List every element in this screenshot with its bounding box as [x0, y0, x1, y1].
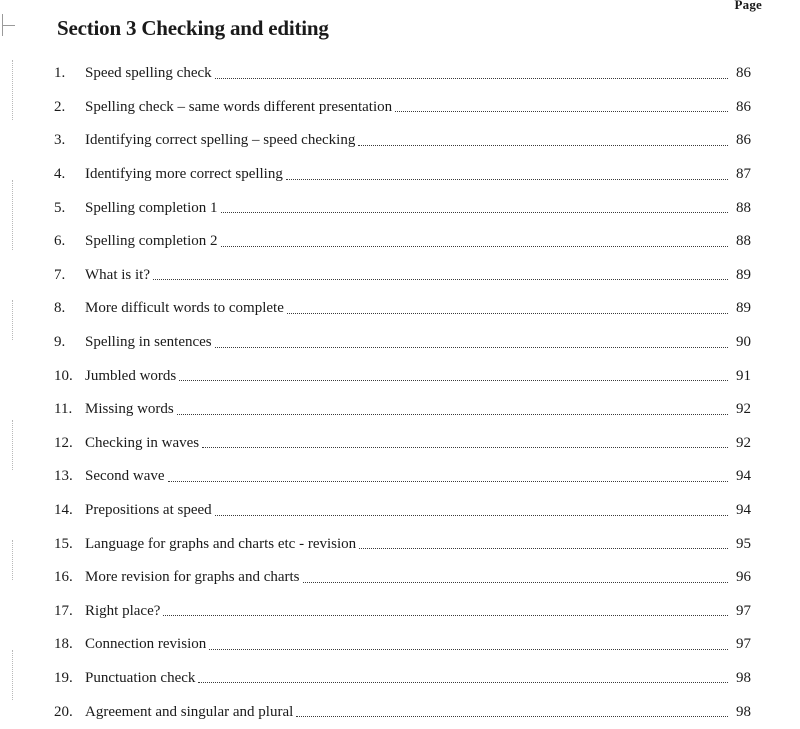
- toc-entry-title: Identifying correct spelling – speed checking: [85, 132, 356, 149]
- toc-entry-title: Missing words: [85, 401, 174, 418]
- margin-artifact: [12, 60, 13, 120]
- toc-entry[interactable]: [54, 359, 751, 393]
- dot-leader: [215, 346, 728, 348]
- page-column-label: Page: [734, 0, 762, 12]
- toc-entry-page: 92: [736, 401, 751, 418]
- toc-entry-page: 94: [736, 502, 751, 519]
- dot-leader: [198, 681, 728, 683]
- toc-entry-title: Jumbled words: [85, 367, 177, 384]
- toc-entry[interactable]: [54, 561, 751, 595]
- dot-leader: [179, 379, 728, 381]
- toc-entry-page: 86: [736, 132, 751, 149]
- toc-entry-page: 98: [736, 669, 751, 686]
- toc-entry-number: 16.: [54, 569, 73, 586]
- toc-entry-page: 87: [736, 166, 751, 183]
- margin-artifact: [12, 300, 13, 340]
- toc-entry[interactable]: [54, 191, 751, 225]
- toc-entry-page: 89: [736, 266, 751, 283]
- toc-entry-number: 19.: [54, 669, 73, 686]
- toc-entry-page: 92: [736, 434, 751, 451]
- toc-entry[interactable]: [54, 393, 751, 427]
- toc-entry-number: 18.: [54, 636, 73, 653]
- toc-entry-number: 2.: [54, 98, 66, 115]
- toc-entry[interactable]: [54, 695, 751, 729]
- toc-entry[interactable]: [54, 225, 751, 259]
- toc-entry-page: 88: [736, 233, 751, 250]
- toc-entry-number: 20.: [54, 703, 73, 720]
- toc-entry[interactable]: [54, 595, 751, 629]
- margin-artifact: [12, 420, 13, 470]
- dot-leader: [221, 245, 729, 247]
- toc-entry-title: More revision for graphs and charts: [85, 569, 300, 586]
- toc-entry-number: 10.: [54, 367, 73, 384]
- dot-leader: [168, 480, 728, 482]
- toc-entry[interactable]: [54, 326, 751, 360]
- toc-entry-page: 94: [736, 468, 751, 485]
- toc-entry-number: 3.: [54, 132, 66, 149]
- toc-entry[interactable]: [54, 158, 751, 192]
- toc-entry-number: 5.: [54, 199, 66, 216]
- dot-leader: [221, 211, 729, 213]
- toc-entry-title: Prepositions at speed: [85, 502, 212, 519]
- toc-entry-number: 11.: [54, 401, 73, 418]
- toc-entry-number: 7.: [54, 266, 66, 283]
- toc-entry-page: 86: [736, 65, 751, 82]
- toc-entry-page: 88: [736, 199, 751, 216]
- toc-entry[interactable]: [54, 460, 751, 494]
- toc-entry-number: 15.: [54, 535, 73, 552]
- dot-leader: [177, 413, 728, 415]
- toc-entry[interactable]: [54, 91, 751, 125]
- toc-entry-title: Connection revision: [85, 636, 207, 653]
- toc-entry-number: 4.: [54, 166, 66, 183]
- toc-entry-page: 97: [736, 636, 751, 653]
- toc-entry-title: Second wave: [85, 468, 165, 485]
- toc-entry-title: Spelling check – same words different presentation: [85, 98, 393, 115]
- toc-entry-title: Language for graphs and charts etc - revision: [85, 535, 357, 552]
- toc-entry-title: Spelling completion 2: [85, 233, 218, 250]
- toc-entry-title: Spelling in sentences: [85, 334, 212, 351]
- toc-entry-number: 13.: [54, 468, 73, 485]
- toc-entry-number: 1.: [54, 65, 66, 82]
- dot-leader: [303, 581, 728, 583]
- toc-entry-number: 6.: [54, 233, 66, 250]
- margin-artifact: [12, 650, 13, 700]
- toc-entry-title: Right place?: [85, 602, 161, 619]
- toc-entry-title: Spelling completion 1: [85, 199, 218, 216]
- toc-entry[interactable]: [54, 124, 751, 158]
- dot-leader: [215, 514, 728, 516]
- dot-leader: [215, 77, 728, 79]
- toc-entry-number: 9.: [54, 334, 66, 351]
- dot-leader: [296, 715, 728, 717]
- toc-entry-page: 96: [736, 569, 751, 586]
- toc-entry[interactable]: [54, 628, 751, 662]
- dot-leader: [359, 547, 728, 549]
- toc-entry-page: 98: [736, 703, 751, 720]
- margin-artifact: [12, 180, 13, 250]
- toc-entry-number: 12.: [54, 434, 73, 451]
- table-of-contents: [54, 57, 751, 729]
- section-title: Section 3 Checking and editing: [57, 16, 329, 40]
- toc-entry[interactable]: [54, 494, 751, 528]
- toc-entry[interactable]: [54, 292, 751, 326]
- toc-entry-page: 95: [736, 535, 751, 552]
- toc-entry[interactable]: [54, 427, 751, 461]
- toc-entry-number: 14.: [54, 502, 73, 519]
- toc-entry-title: Checking in waves: [85, 434, 200, 451]
- dot-leader: [287, 312, 728, 314]
- toc-entry-page: 86: [736, 98, 751, 115]
- toc-entry[interactable]: [54, 662, 751, 696]
- toc-entry[interactable]: [54, 527, 751, 561]
- toc-entry-page: 91: [736, 367, 751, 384]
- toc-entry-number: 17.: [54, 602, 73, 619]
- toc-entry-page: 90: [736, 334, 751, 351]
- margin-artifact: [12, 540, 13, 580]
- toc-entry[interactable]: [54, 259, 751, 293]
- toc-entry-page: 89: [736, 300, 751, 317]
- toc-entry-title: Agreement and singular and plural: [85, 703, 294, 720]
- dot-leader: [202, 446, 728, 448]
- toc-entry[interactable]: [54, 57, 751, 91]
- toc-entry-title: What is it?: [85, 266, 150, 283]
- toc-entry-number: 8.: [54, 300, 66, 317]
- dot-leader: [153, 278, 728, 280]
- dot-leader: [163, 614, 728, 616]
- dot-leader: [286, 178, 728, 180]
- toc-entry-title: Speed spelling check: [85, 65, 212, 82]
- dot-leader: [209, 648, 728, 650]
- dot-leader: [395, 110, 728, 112]
- toc-entry-title: Identifying more correct spelling: [85, 166, 283, 183]
- toc-entry-page: 97: [736, 602, 751, 619]
- toc-entry-title: More difficult words to complete: [85, 300, 284, 317]
- dot-leader: [358, 144, 728, 146]
- toc-entry-title: Punctuation check: [85, 669, 196, 686]
- crop-mark: [2, 14, 15, 36]
